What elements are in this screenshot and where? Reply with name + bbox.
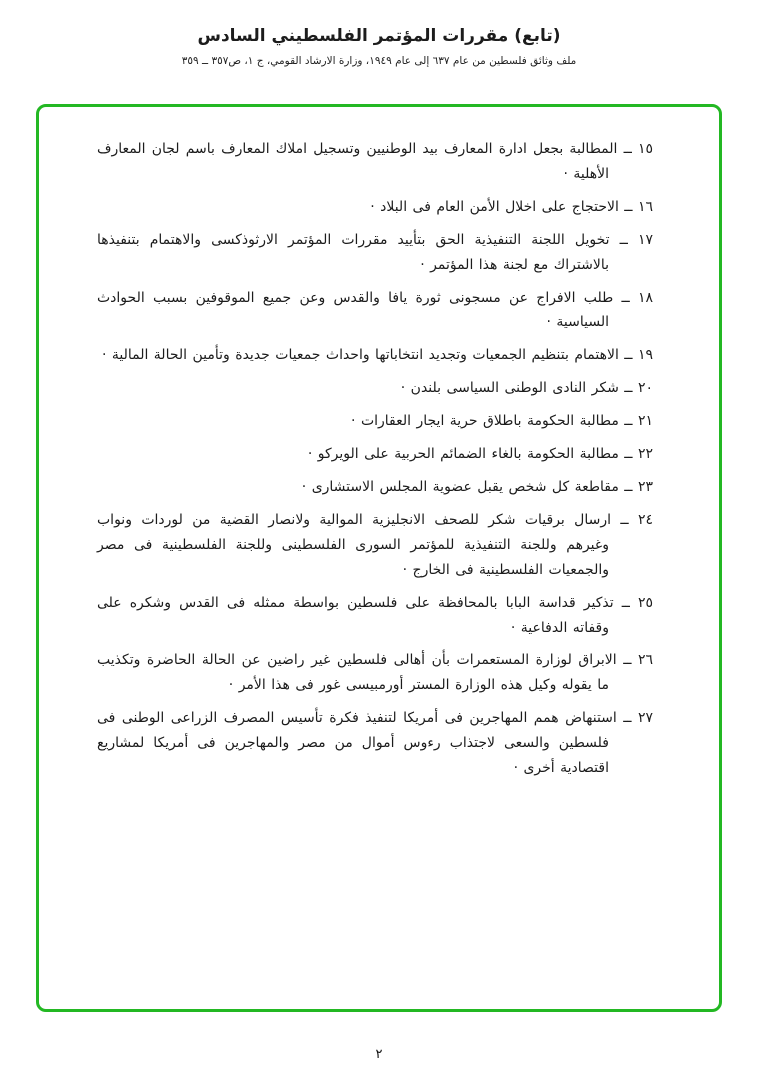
resolution-item xyxy=(97,648,653,698)
item-text: مطالبة الحكومة بالغاء الضمائم الحربية على الويركو · xyxy=(307,446,619,463)
item-number: ٢٣ ــ xyxy=(624,478,653,495)
item-text: شكر النادى الوطنى السياسى بلندن · xyxy=(400,380,619,397)
content-border-box xyxy=(36,104,722,1012)
resolution-item xyxy=(97,508,653,583)
item-text: الابراق لوزارة المستعمرات بأن أهالى فلسطين غير راضين عن الحالة الحاضرة وتكذيب ما يقوله وكيل هذه الوزارة المستر أورمبيسى غور فى هذا الأمر · xyxy=(97,652,617,694)
item-number: ٢٥ ــ xyxy=(621,594,654,611)
item-text: طلب الافراج عن مسجونى ثورة يافا والقدس وعن جميع الموقوفين بسبب الحوادث السياسية · xyxy=(97,289,614,331)
resolution-item xyxy=(97,591,653,641)
item-number: ١٨ ــ xyxy=(621,289,654,306)
item-number: ٢٧ ــ xyxy=(623,710,654,727)
resolution-item xyxy=(97,228,653,278)
item-text: مقاطعة كل شخص يقبل عضوية المجلس الاستشارى · xyxy=(301,478,619,495)
item-number: ١٩ ــ xyxy=(624,347,653,364)
item-text: تخويل اللجنة التنفيذية الحق بتأييد مقررات المؤتمر الارثوذكسى والاهتمام بتنفيذها بالاشتراك مع لجنة هذا المؤتمر · xyxy=(97,231,610,273)
resolution-item xyxy=(97,286,653,336)
item-number: ٢٢ ــ xyxy=(624,446,653,463)
resolution-item xyxy=(97,475,653,500)
item-number: ٢٦ ــ xyxy=(623,652,653,669)
page-title: (تابع) مقررات المؤتمر الفلسطيني السادس xyxy=(197,26,561,46)
item-number: ١٧ ــ xyxy=(619,231,654,248)
item-text: الاهتمام بتنظيم الجمعيات وتجديد انتخاباتها واحداث جمعيات جديدة وتأمين الحالة المالية · xyxy=(101,347,619,364)
resolution-item xyxy=(97,195,653,220)
item-text: استنهاض همم المهاجرين فى أمريكا لتنفيذ فكرة تأسيس المصرف الزراعى الوطنى فى فلسطين والسعى لاجتذاب رءوس أموال من مصر والمهاجرين فى أمريكا لمشاريع اقتصادية أخرى · xyxy=(97,710,617,777)
item-text: مطالبة الحكومة باطلاق حرية ايجار العقارات · xyxy=(351,413,619,430)
item-number: ٢١ ــ xyxy=(624,413,653,430)
item-text: ارسال برقيات شكر للصحف الانجليزية الموالية ولانصار القضية من لوردات ونواب وغيرهم وللجنة التنفيذية للمؤتمر السورى الفلسطينى وللجنة الفلسطينية فى مصر والجمعيات الفلسطينية فى الخارج · xyxy=(97,511,611,578)
page-number: ٢ xyxy=(375,1047,383,1062)
item-text: المطالبة بجعل ادارة المعارف بيد الوطنيين وتسجيل املاك المعارف باسم لجان المعارف الأهلية · xyxy=(97,141,618,182)
resolution-item xyxy=(97,442,653,467)
resolution-item xyxy=(97,137,653,187)
resolution-item xyxy=(97,343,653,368)
resolution-item xyxy=(97,409,653,434)
item-number: ١٥ ــ xyxy=(623,141,654,157)
item-number: ٢٤ ــ xyxy=(620,511,653,528)
source-citation: ملف وثائق فلسطين من عام ٦٣٧ إلى عام ١٩٤٩، وزارة الارشاد القومي، ج ١، ص٣٥٧ ــ ٣٥٩ xyxy=(181,55,577,67)
resolution-item xyxy=(97,376,653,401)
item-text: تذكير قداسة البابا بالمحافظة على فلسطين بواسطة ممثله فى القدس وشكره على وقفاته الدفاعية · xyxy=(97,594,614,636)
item-text: الاحتجاج على اخلال الأمن العام فى البلاد · xyxy=(370,198,619,215)
item-number: ١٦ ــ xyxy=(624,198,653,215)
document-header xyxy=(0,0,758,67)
resolution-item xyxy=(97,706,653,781)
item-number: ٢٠ ــ xyxy=(624,380,653,397)
